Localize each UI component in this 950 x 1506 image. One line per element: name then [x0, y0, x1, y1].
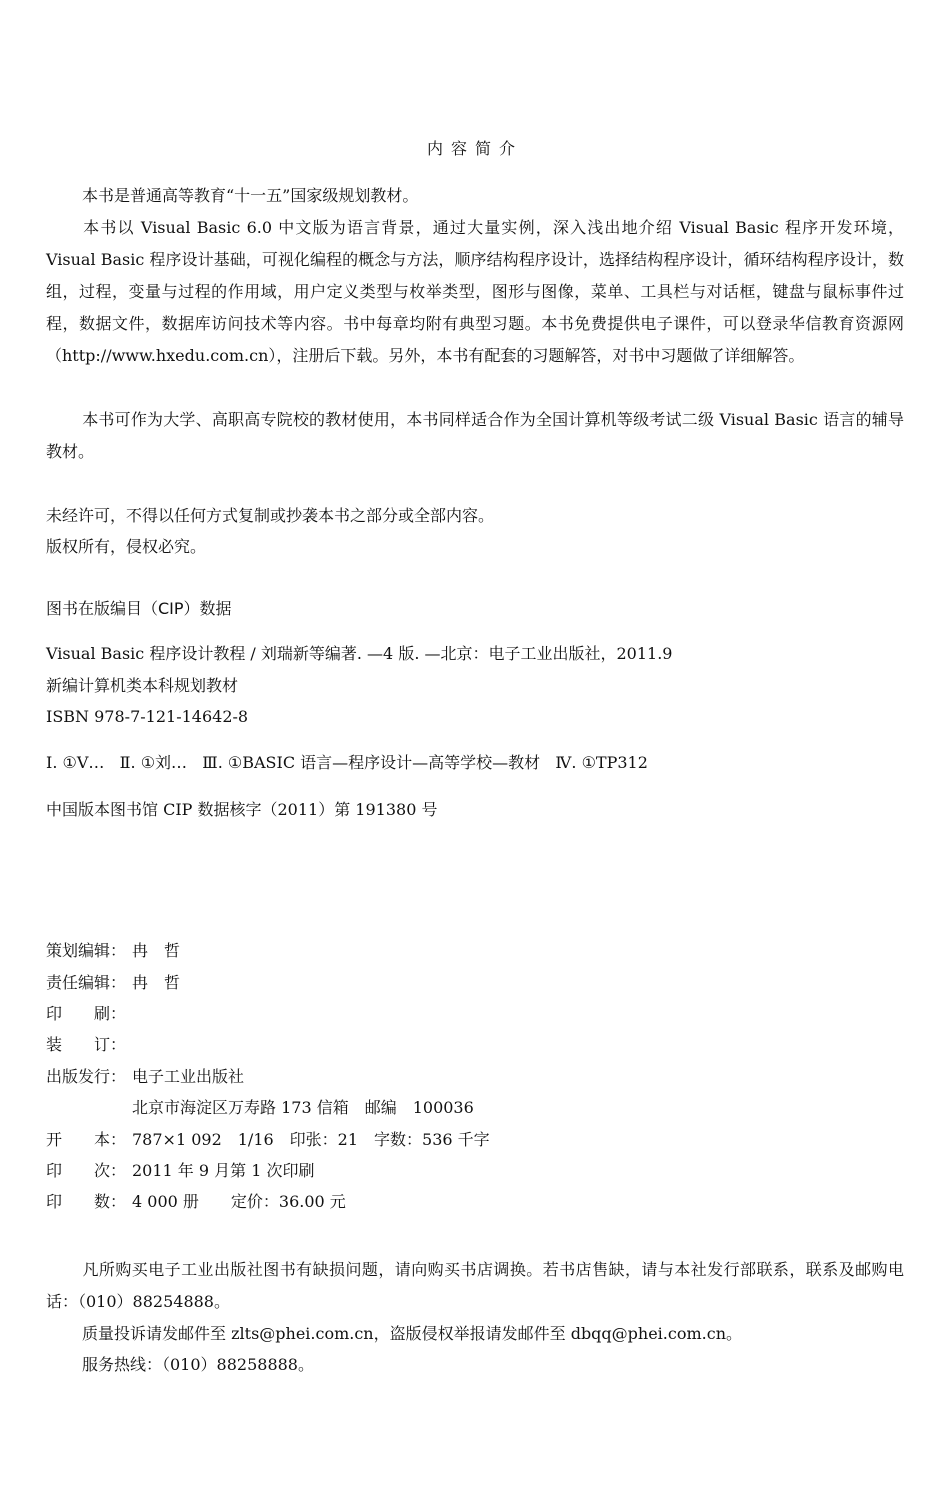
- summary-paragraph-2-text: 本书以 Visual Basic 6.0 中文版为语言背景，通过大量实例，深入浅出地介绍 Visual Basic 程序开发环境，Visual Basic 程序设计基础，可视化编程的概念与方法，顺序结构程序设计，选择结构程序设计，循环结构程序设计，数组，过程，变量与过程的作用域，用户定义类型与枚举类型，图形与图像，菜单、工具栏与对话框，键盘与鼠标事件过程，数据文件，数据库访问技术等内容。书中每章均附有典型习题。本书免费提供电子课件，可以登录华信教育资源网（http://www.hxedu.com.cn），注册后下载。另外，本书有配套的习题解答，对书中习题做了详细解答。: [46, 218, 904, 365]
- notice-paragraph-1: [46, 1254, 904, 1318]
- cip-line-5: 中国版本图书馆 CIP 数据核字（2011）第 191380 号: [46, 800, 438, 819]
- page-title: 内容简介: [426, 139, 523, 158]
- cip-line-2: 新编计算机类本科规划教材: [46, 676, 239, 695]
- planning-editor-label: 策划编辑：: [46, 941, 127, 960]
- imprint-copies: [46, 1192, 346, 1212]
- responsible-editor-label: 责任编辑：: [46, 973, 127, 992]
- planning-editor-value: 冉 哲: [132, 941, 181, 960]
- format-value: 787×1 092 1/16 印张：21 字数：536 千字: [132, 1130, 490, 1149]
- notice-paragraph-3: [46, 1349, 904, 1381]
- edition-label: 印 次：: [46, 1161, 127, 1180]
- notice-paragraph-1-text: 凡所购买电子工业出版社图书有缺损问题，请向购买书店调换。若书店售缺，请与本社发行部联系，联系及邮购电话：（010）88254888。: [46, 1260, 904, 1311]
- responsible-editor-value: 冉 哲: [132, 973, 181, 992]
- cip-line-3: ISBN 978-7-121-14642-8: [46, 707, 249, 726]
- summary-paragraph-1: [46, 180, 904, 212]
- publisher-value: 电子工业出版社: [132, 1067, 245, 1086]
- cip-line-4: I. ①V… Ⅱ. ①刘… Ⅲ. ①BASIC 语言—程序设计—高等学校—教材 Ⅳ. ①TP312: [46, 753, 648, 772]
- imprint-address: 北京市海淀区万寿路 173 信箱 邮编 100036: [132, 1098, 474, 1117]
- imprint-planning-editor: [46, 941, 180, 961]
- imprint-format: [46, 1130, 490, 1150]
- notice-paragraph-2-text: 质量投诉请发邮件至 zlts@phei.com.cn，盗版侵权举报请发邮件至 dbqq@phei.com.cn。: [82, 1324, 743, 1343]
- imprint-printing: [46, 1004, 132, 1024]
- edition-value: 2011 年 9 月第 1 次印刷: [132, 1161, 315, 1180]
- format-label: 开 本：: [46, 1130, 127, 1149]
- imprint-publisher: [46, 1067, 244, 1087]
- copyright-line-1: 未经许可，不得以任何方式复制或抄袭本书之部分或全部内容。: [46, 506, 495, 525]
- imprint-binding: [46, 1035, 132, 1055]
- imprint-responsible-editor: [46, 973, 180, 993]
- imprint-edition: [46, 1161, 315, 1181]
- summary-paragraph-3-text: 本书可作为大学、高职高专院校的教材使用，本书同样适合作为全国计算机等级考试二级 Visual Basic 语言的辅导教材。: [46, 410, 904, 461]
- copies-value: 4 000 册 定价：36.00 元: [132, 1192, 346, 1211]
- summary-paragraph-2: [46, 212, 904, 372]
- cip-heading: 图书在版编目（CIP）数据: [46, 599, 232, 618]
- summary-paragraph-3: [46, 404, 904, 468]
- publisher-label: 出版发行：: [46, 1067, 127, 1086]
- notice-paragraph-2: [46, 1318, 904, 1350]
- notice-paragraph-3-text: 服务热线：（010）88258888。: [82, 1355, 314, 1374]
- printing-label: 印 刷：: [46, 1004, 127, 1023]
- copies-label: 印 数：: [46, 1192, 127, 1211]
- cip-line-1: Visual Basic 程序设计教程 / 刘瑞新等编著. —4 版. —北京：电子工业出版社，2011.9: [46, 644, 673, 663]
- copyright-line-2: 版权所有，侵权必究。: [46, 537, 207, 556]
- binding-label: 装 订：: [46, 1035, 127, 1054]
- summary-paragraph-1-text: 本书是普通高等教育“十一五”国家级规划教材。: [82, 186, 419, 205]
